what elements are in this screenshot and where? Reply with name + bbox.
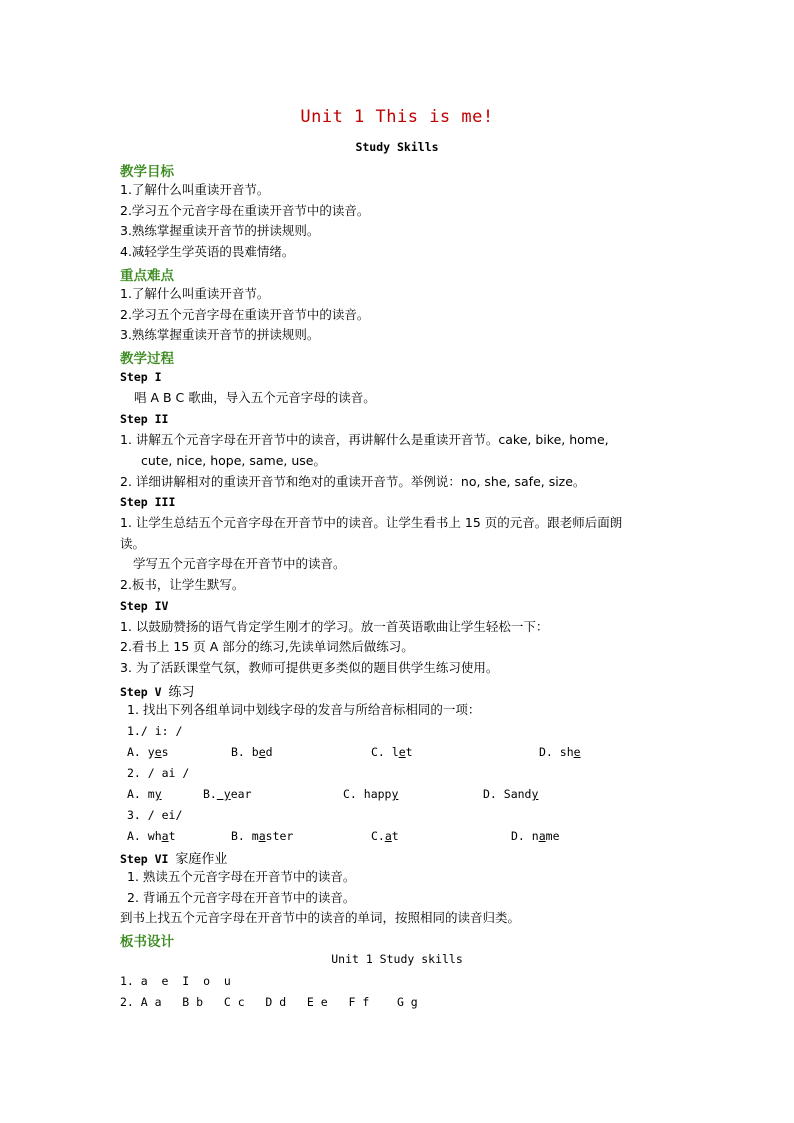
exercise-q1-option-a: A. yes [127,745,169,759]
document-title: Unit 1 This is me! [300,107,494,127]
board-line-letters: 2. A a B b C c D d E e F f G g [120,995,418,1009]
exercise-q1-option-d: D. she [539,745,581,759]
step-6-label-cn: 家庭作业 [175,852,228,867]
exercise-q2-option-b: B. year [203,787,252,801]
exercise-q1-option-b: B. bed [231,745,273,759]
step-5-label-en: Step V [120,685,162,699]
exercise-instruction: 1. 找出下列各组单词中划线字母的发音与所给音标相同的一项： [127,702,481,717]
step-3-text: 学写五个元音字母在开音节中的读音。 [133,556,346,571]
step-4-text: 2.看书上 15 页 A 部分的练习,先读单词然后做练习。 [120,639,414,654]
keypoint-item: 3.熟练掌握重读开音节的拼读规则。 [120,327,320,342]
document-subtitle: Study Skills [355,140,439,154]
step-6-label [120,848,227,867]
keypoint-item: 1.了解什么叫重读开音节。 [120,286,270,301]
homework-item: 到书上找五个元音字母在开音节中的读音的单词，按照相同的读音归类。 [120,910,521,925]
step-2-text: cute, nice, hope, same, use。 [141,453,326,468]
step-4-text: 1. 以鼓励赞扬的语气肯定学生刚才的学习。放一首英语歌曲让学生轻松一下： [120,619,549,634]
exercise-q1-option-c: C. let [371,745,413,759]
section-heading-board: 板书设计 [120,934,174,950]
step-3-text: 读。 [120,536,146,551]
exercise-q3-option-c: C.at [371,829,399,843]
board-line-vowels: 1. a e I o u [120,974,231,988]
exercise-q2-option-c: C. happy [343,787,399,801]
step-2-label: Step II [120,412,169,426]
keypoint-item: 2.学习五个元音字母在重读开音节中的读音。 [120,307,370,322]
exercise-q3-phonetic: 3. / ei/ [127,808,183,822]
step-3-label: Step III [120,495,176,509]
step-6-label-en: Step VI [120,852,169,866]
goal-item: 4.减轻学生学英语的畏难情绪。 [120,244,295,259]
step-4-label: Step IV [120,599,169,613]
step-5-label-cn: 练习 [168,685,195,700]
homework-item: 1. 熟读五个元音字母在开音节中的读音。 [127,869,356,884]
goal-item: 3.熟练掌握重读开音节的拼读规则。 [120,223,320,238]
section-heading-goals: 教学目标 [120,164,174,180]
step-3-text: 2.板书，让学生默写。 [120,577,245,592]
step-1-label: Step I [120,370,162,384]
exercise-q3-option-b: B. master [231,829,294,843]
exercise-q3-option-d: D. name [511,829,560,843]
step-4-text: 3. 为了活跃课堂气氛，教师可提供更多类似的题目供学生练习使用。 [120,660,499,675]
step-2-text: 2. 详细讲解相对的重读开音节和绝对的重读开音节。举例说：no, she, safe, size。 [120,474,586,489]
step-5-label [120,681,195,700]
exercise-q1-phonetic: 1./ i: / [127,724,183,738]
section-heading-process: 教学过程 [120,351,174,367]
step-1-text: 唱 A B C 歌曲，导入五个元音字母的读音。 [134,390,376,405]
exercise-q2-phonetic: 2. / ai / [127,766,190,780]
homework-item: 2. 背诵五个元音字母在开音节中的读音。 [127,890,356,905]
step-2-text: 1. 讲解五个元音字母在开音节中的读音，再讲解什么是重读开音节。cake, bike, home, [120,432,609,447]
goal-item: 2.学习五个元音字母在重读开音节中的读音。 [120,203,370,218]
section-heading-keypoints: 重点难点 [120,268,174,284]
exercise-q3-option-a: A. what [127,829,176,843]
exercise-q2-option-a: A. my [127,787,162,801]
exercise-q2-option-d: D. Sandy [483,787,539,801]
step-3-text: 1. 让学生总结五个元音字母在开音节中的读音。让学生看书上 15 页的元音。跟老师后面朗 [120,515,623,530]
board-title: Unit 1 Study skills [331,952,463,966]
goal-item: 1.了解什么叫重读开音节。 [120,182,270,197]
